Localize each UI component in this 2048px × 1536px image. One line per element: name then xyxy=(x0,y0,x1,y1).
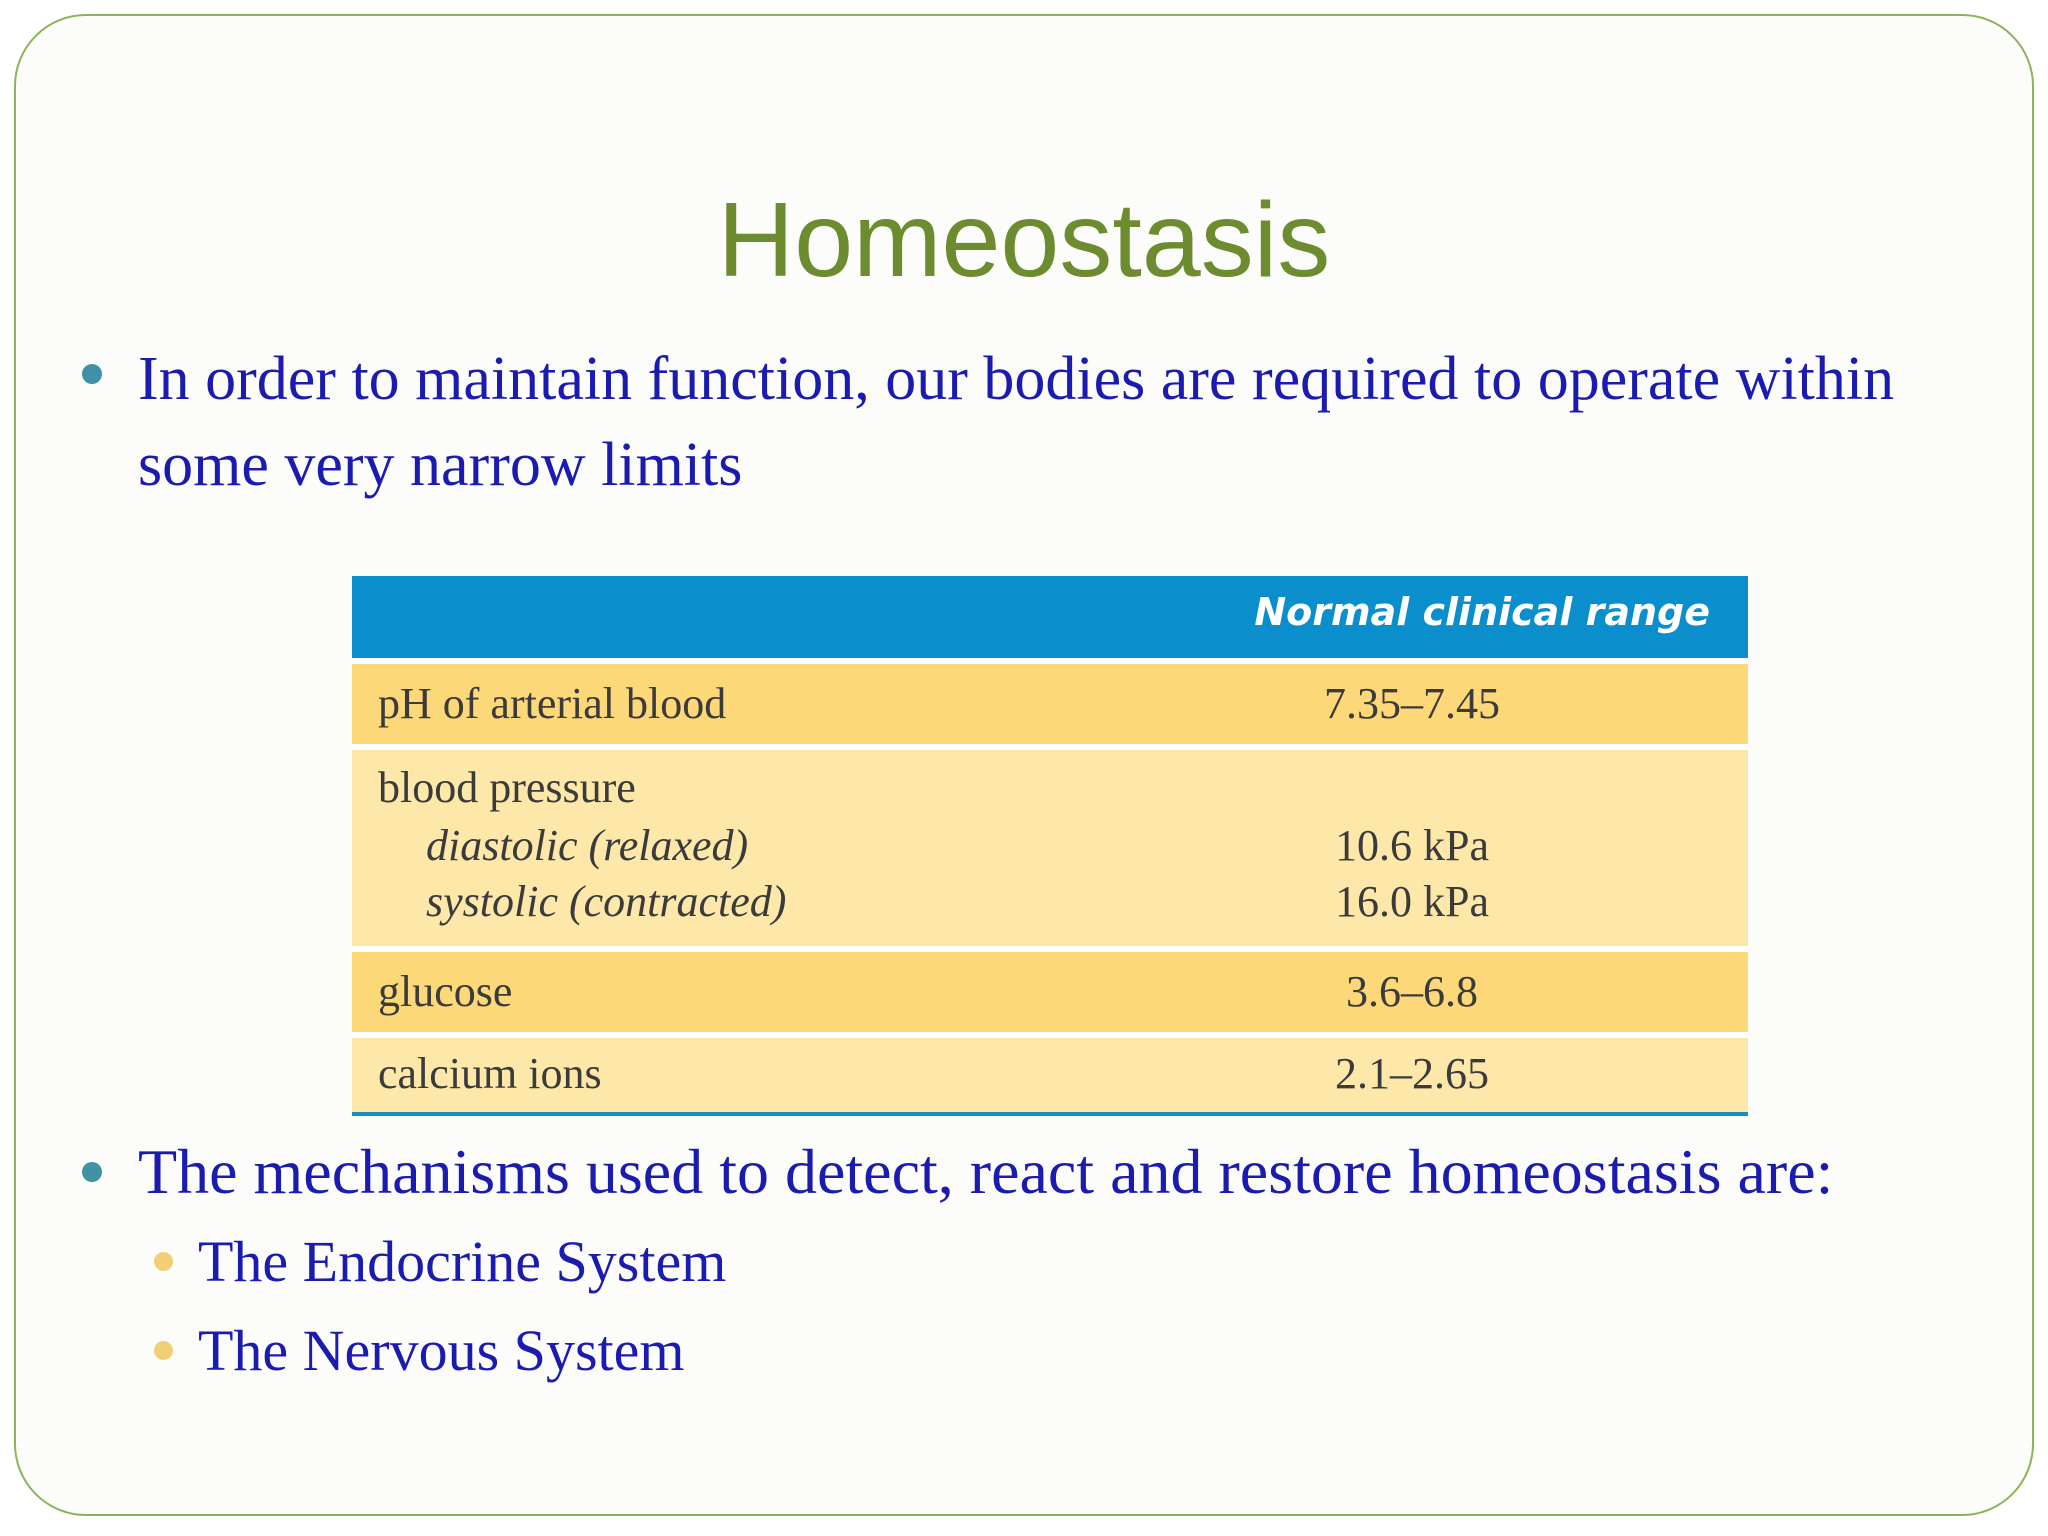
sub-bullet-dot-icon xyxy=(154,1341,173,1360)
bullet-dot-icon xyxy=(82,1162,102,1182)
sub-row-label: systolic (contracted) xyxy=(426,877,787,926)
slide-title: Homeostasis xyxy=(717,181,1331,299)
row-label: calcium ions xyxy=(378,1049,602,1098)
row-value: 3.6–6.8 xyxy=(1346,967,1478,1016)
table-row xyxy=(352,664,1748,744)
bullet-dot-icon xyxy=(82,364,102,384)
row-label: glucose xyxy=(378,967,513,1016)
sub-row-value: 16.0 kPa xyxy=(1335,877,1489,926)
sub-row-label: diastolic (relaxed) xyxy=(426,821,749,870)
sub-bullet-text: The Nervous System xyxy=(198,1318,685,1383)
row-value: 7.35–7.45 xyxy=(1324,679,1500,728)
bullet-text: In order to maintain function, our bodies are required to operate within some very narrow limits xyxy=(138,345,1895,499)
table-row xyxy=(352,952,1748,1032)
row-label: pH of arterial blood xyxy=(378,679,727,728)
row-value: 2.1–2.65 xyxy=(1335,1049,1489,1098)
bullet-text: The mechanisms used to detect, react and restore homeostasis are: xyxy=(138,1136,1834,1207)
sub-bullet-text: The Endocrine System xyxy=(198,1229,727,1294)
table-row xyxy=(352,1038,1748,1112)
row-label: blood pressure xyxy=(378,763,636,812)
sub-row-value: 10.6 kPa xyxy=(1335,821,1489,870)
sub-bullet-dot-icon xyxy=(154,1252,173,1271)
table-row xyxy=(352,750,1748,946)
table-header xyxy=(352,576,1748,658)
table-header-label: Normal clinical range xyxy=(1254,590,1710,634)
clinical-range-table xyxy=(352,576,1748,1116)
